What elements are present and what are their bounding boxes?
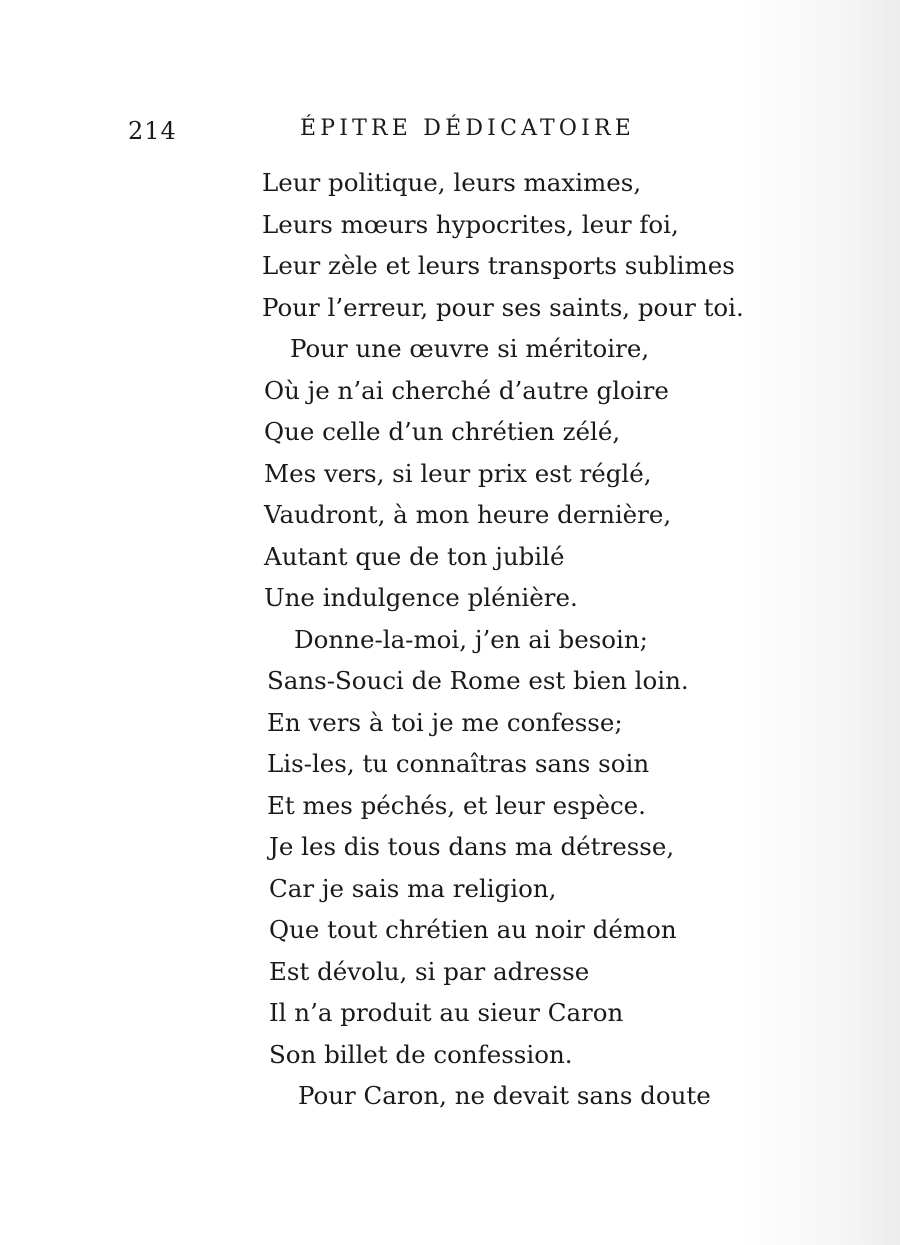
verse-line: Lis-les, tu connaîtras sans soin [267, 749, 650, 778]
verse-line: Pour une œuvre si méritoire, [290, 334, 650, 363]
verse-line: Son billet de confession. [269, 1039, 573, 1069]
verse-line: Que celle d’un chrétien zélé, [264, 417, 621, 446]
verse-line: Pour Caron, ne devait sans doute [298, 1081, 711, 1110]
verse-line: Je les dis tous dans ma détresse, [269, 832, 675, 861]
verse-line: Une indulgence plénière. [264, 583, 578, 612]
page-number: 214 [128, 117, 177, 145]
verse-line: Donne-la-moi, j’en ai besoin; [294, 624, 648, 654]
running-head: ÉPITRE DÉDICATOIRE [300, 116, 636, 141]
verse-line: Car je sais ma religion, [269, 873, 557, 903]
verse-line: Où je n’ai cherché d’autre gloire [264, 375, 669, 405]
verse-line: Autant que de ton jubilé [264, 541, 565, 571]
verse-line: Est dévolu, si par adresse [269, 956, 590, 986]
poem-text [262, 162, 862, 1117]
verse-line: En vers à toi je me confesse; [267, 707, 623, 737]
verse-line: Que tout chrétien au noir démon [269, 915, 677, 944]
verse-line: Leur politique, leurs maximes, [262, 168, 642, 197]
verse-line: Sans-Souci de Rome est bien loin. [267, 666, 689, 695]
verse-line: Et mes péchés, et leur espèce. [267, 790, 646, 820]
verse-line: Pour l’erreur, pour ses saints, pour toi. [262, 292, 744, 322]
verse-line: Leurs mœurs hypocrites, leur foi, [262, 209, 679, 239]
verse-line: Il n’a produit au sieur Caron [269, 998, 624, 1027]
verse-line: Leur zèle et leurs transports sublimes [262, 251, 735, 280]
verse-line: Vaudront, à mon heure dernière, [264, 500, 672, 529]
verse-line: Mes vers, si leur prix est réglé, [264, 458, 652, 488]
